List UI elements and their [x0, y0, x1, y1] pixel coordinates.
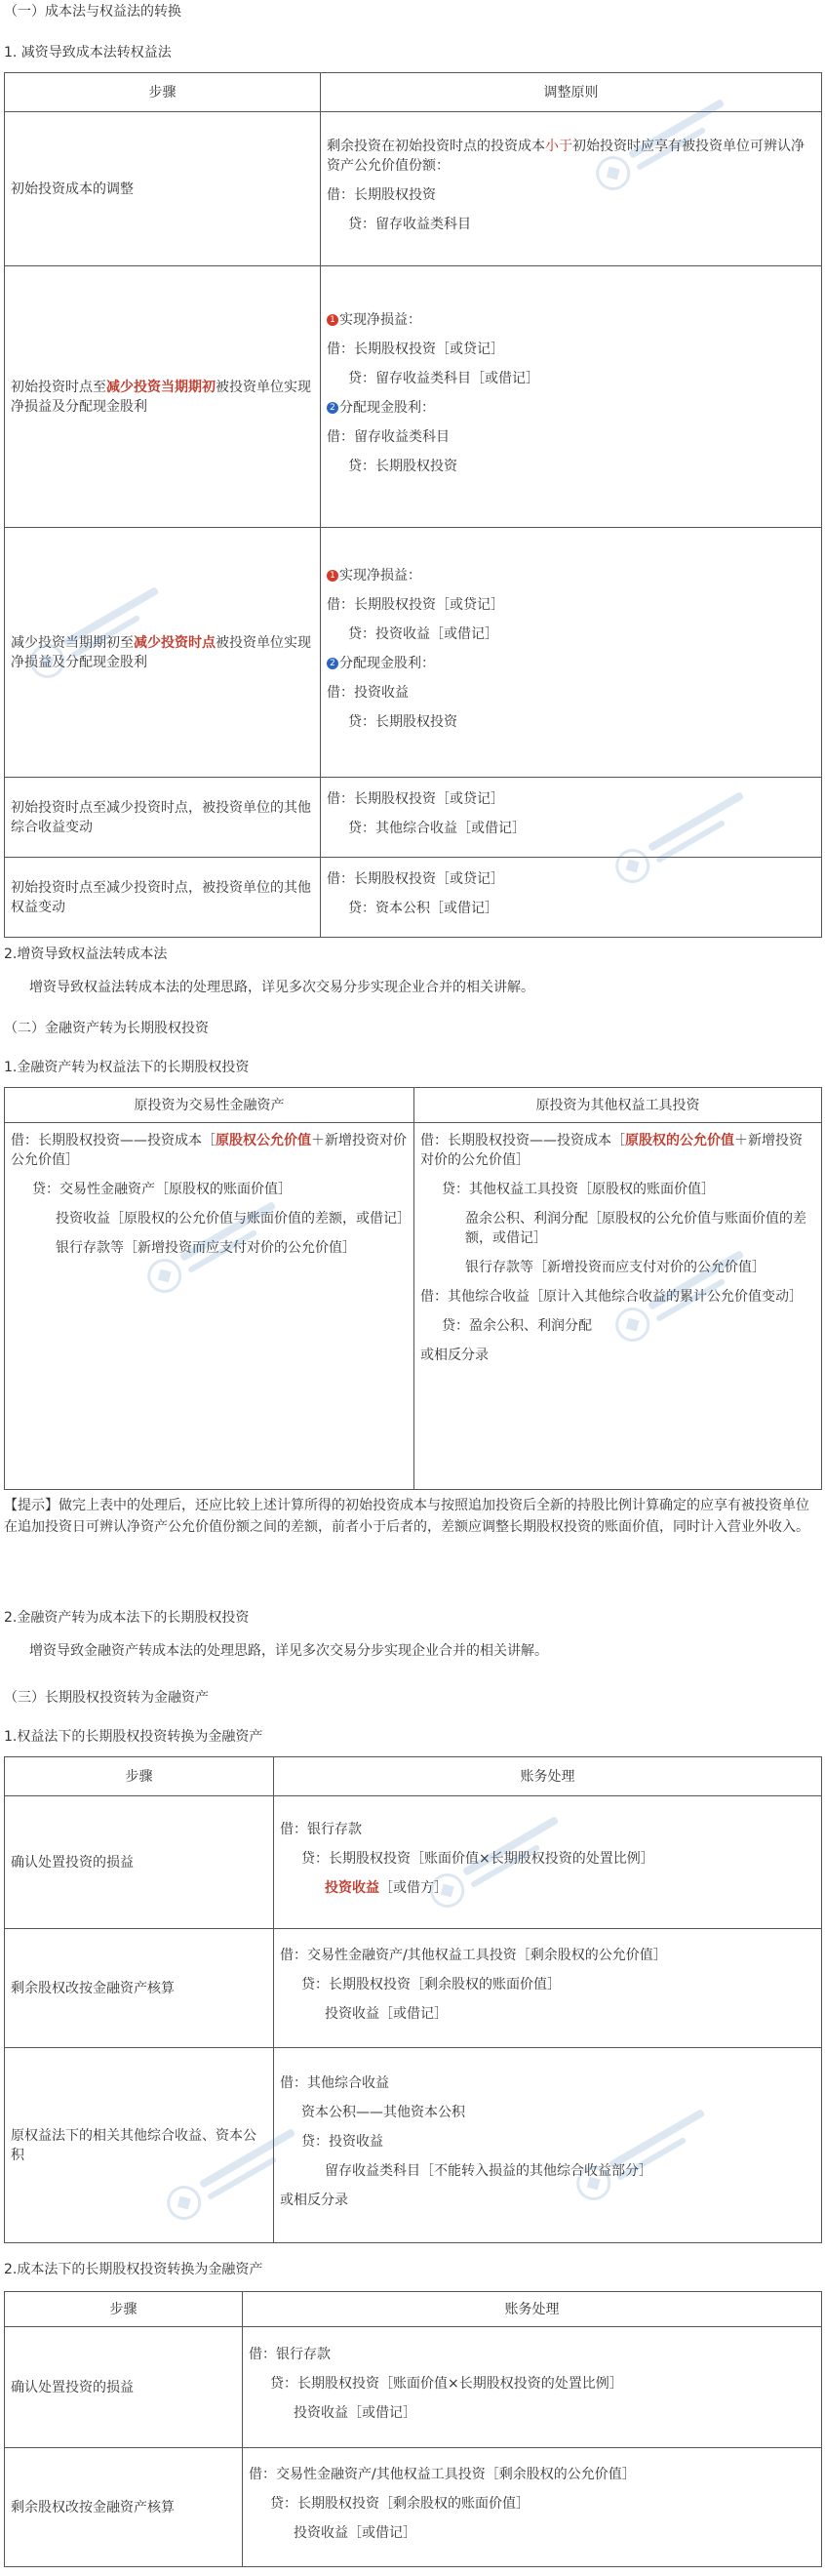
entry-line: 借：交易性金融资产/其他权益工具投资［剩余股权的公允价值］: [280, 1947, 667, 1963]
entry-line: 贷：长期股权投资: [348, 713, 457, 730]
entry-line: 贷：长期股权投资［剩余股权的账面价值］: [301, 1976, 561, 1992]
entry-line: 投资收益［或借记］: [294, 2404, 416, 2421]
table-equity-to-financial-asset: [4, 1756, 822, 2243]
entry-line: 投资收益［或借记］: [325, 2005, 448, 2022]
table-header: 原投资为交易性金融资产: [5, 1088, 414, 1123]
entry-line: 借：交易性金融资产/其他权益工具投资［剩余股权的公允价值］: [249, 2466, 636, 2482]
step-cell: 剩余股权改按金融资产核算: [5, 1929, 274, 2048]
step-cell: 初始投资时点至减少投资时点，被投资单位的其他综合收益变动: [5, 778, 321, 858]
entry-line: 借：长期股权投资［或贷记］: [327, 341, 504, 357]
entries-cell: [321, 266, 822, 528]
entries-cell: [321, 112, 822, 266]
subsection-heading: 2.金融资产转为成本法下的长期股权投资: [4, 1610, 250, 1626]
entries-cell: [274, 2048, 822, 2243]
entry-line: 借：其他综合收益［原计入其他综合收益的累计公允价值变动］: [420, 1289, 803, 1305]
entry-line: 贷：交易性金融资产［原股权的账面价值］: [32, 1182, 292, 1197]
number-2-icon: 2: [327, 658, 338, 669]
entry-line: 银行存款等［新增投资而应支付对价的公允价值］: [465, 1260, 766, 1275]
entry-line: 投资收益［或借记］: [294, 2524, 416, 2541]
section-heading: （三）长期股权投资转为金融资产: [4, 1690, 209, 1706]
entry-line: 贷：资本公积［或借记］: [348, 900, 498, 916]
table-header: 原投资为其他权益工具投资: [414, 1088, 822, 1123]
step-cell: 原权益法下的相关其他综合收益、资本公积: [5, 2048, 274, 2243]
entry-line: 借：长期股权投资——投资成本［原股权的公允价值＋新增投资对价的公允价值］: [420, 1133, 803, 1168]
entry-line: 投资收益［原股权的公允价值与账面价值的差额，或借记］: [56, 1211, 411, 1227]
entry-line: 贷：长期股权投资［剩余股权的账面价值］: [270, 2495, 530, 2512]
entry-line: 贷：其他综合收益［或借记］: [348, 820, 526, 836]
entry-line: 借：长期股权投资——投资成本［原股权公允价值＋新增投资对价公允价值］: [11, 1133, 407, 1168]
entry-line: 借：长期股权投资: [327, 186, 436, 203]
table-row: [5, 528, 822, 778]
entry-line: 贷：投资收益: [301, 2133, 383, 2150]
entry-line: 1 实现净损益：: [327, 566, 815, 585]
table-row: [5, 778, 822, 858]
entries-cell-left: [5, 1123, 414, 1490]
step-cell: 初始投资成本的调整: [5, 112, 321, 266]
entry-line: 贷：盈余公积、利润分配: [442, 1318, 592, 1334]
entry-line: 资本公积——其他资本公积: [301, 2104, 465, 2120]
entry-line: 贷：留存收益类科目［或借记］: [348, 370, 539, 386]
number-2-icon: 2: [327, 402, 338, 414]
subsection-heading: 2.增资导致权益法转成本法: [4, 946, 168, 962]
entry-line: 盈余公积、利润分配［原股权的公允价值与账面价值的差额，或借记］: [465, 1211, 806, 1246]
entry-line: 或相反分录: [280, 2192, 348, 2208]
step-cell: 确认处置投资的损益: [5, 1796, 274, 1929]
entry-line: 1 实现净损益：: [327, 310, 815, 330]
table-header: 账务处理: [243, 2292, 822, 2327]
table-header: 步骤: [5, 73, 321, 112]
tip-paragraph: 【提示】做完上表中的处理后，还应比较上述计算所得的初始投资成本与按照追加投资后全新的持股比例计算确定的应享有被投资单位在追加投资日可辨认净资产公允价值份额之间的差额，前者小于后者的，差额应调整长期股权投资的账面价值，同时计入营业外收入。: [4, 1498, 809, 1535]
entry-line: 借：其他综合收益: [280, 2074, 389, 2091]
entries-cell: [243, 2448, 822, 2567]
entries-cell: [243, 2327, 822, 2448]
entry-line: 借：长期股权投资［或贷记］: [327, 870, 504, 887]
table-header: 账务处理: [274, 1757, 822, 1796]
table-cost-to-equity: [4, 72, 822, 938]
number-1-icon: 1: [327, 314, 338, 326]
table-row: [5, 1123, 822, 1490]
step-cell: 初始投资时点至减少投资当期期初被投资单位实现净损益及分配现金股利: [5, 266, 321, 528]
paragraph: 增资导致权益法转成本法的处理思路，详见多次交易分步实现企业合并的相关讲解。: [29, 980, 534, 995]
table-row: [5, 266, 822, 528]
table-header: 步骤: [5, 1757, 274, 1796]
table-row: [5, 2327, 822, 2448]
table-row: [5, 858, 822, 938]
step-cell: 减少投资当期期初至减少投资时点被投资单位实现净损益及分配现金股利: [5, 528, 321, 778]
table-header: 步骤: [5, 2292, 243, 2327]
entries-cell: [274, 1929, 822, 2048]
entry-line: 借：留存收益类科目: [327, 428, 450, 445]
entry-line: 借：投资收益: [327, 684, 409, 701]
entry-line: 剩余投资在初始投资时点的投资成本小于初始投资时应享有被投资单位可辨认净资产公允价值份额：: [327, 138, 805, 174]
entry-line: 贷：投资收益［或借记］: [348, 625, 498, 642]
table-row: [5, 2448, 822, 2567]
entry-line: 贷：长期股权投资: [348, 458, 457, 474]
table-row: [5, 1796, 822, 1929]
number-1-icon: 1: [327, 570, 338, 582]
table-row: [5, 1929, 822, 2048]
entries-cell: [321, 858, 822, 938]
entries-cell: [321, 528, 822, 778]
entries-cell: [321, 778, 822, 858]
subsection-heading: 1.权益法下的长期股权投资转换为金融资产: [4, 1729, 263, 1745]
section-heading: （一）成本法与权益法的转换: [4, 4, 181, 20]
step-cell: 剩余股权改按金融资产核算: [5, 2448, 243, 2567]
entries-cell-right: [414, 1123, 822, 1490]
entry-line: 借：长期股权投资［或贷记］: [327, 596, 504, 613]
entry-line: 借：长期股权投资［或贷记］: [327, 790, 504, 807]
entry-line: 借：银行存款: [280, 1821, 362, 1837]
subsection-heading: 1.金融资产转为权益法下的长期股权投资: [4, 1060, 250, 1075]
subsection-heading: 2.成本法下的长期股权投资转换为金融资产: [4, 2262, 263, 2277]
subsection-heading: 1. 减资导致成本法转权益法: [4, 45, 172, 60]
paragraph: 增资导致金融资产转成本法的处理思路，详见多次交易分步实现企业合并的相关讲解。: [29, 1643, 548, 1659]
entry-line: 贷：长期股权投资［账面价值×长期股权投资的处置比例］: [270, 2375, 623, 2392]
entry-line: 2 分配现金股利：: [327, 398, 815, 418]
entry-line: 贷：长期股权投资［账面价值×长期股权投资的处置比例］: [301, 1850, 654, 1867]
table-financial-asset-to-equity: [4, 1087, 822, 1490]
table-row: [5, 112, 822, 266]
entry-line: 银行存款等［新增投资而应支付对价的公允价值］: [56, 1240, 356, 1256]
section-heading: （二）金融资产转为长期股权投资: [4, 1021, 209, 1036]
table-row: [5, 2048, 822, 2243]
step-cell: 初始投资时点至减少投资时点，被投资单位的其他权益变动: [5, 858, 321, 938]
table-cost-to-financial-asset: [4, 2291, 822, 2567]
table-header: 调整原则: [321, 73, 822, 112]
entries-cell: [274, 1796, 822, 1929]
entry-line: 2 分配现金股利：: [327, 654, 815, 673]
step-cell: 确认处置投资的损益: [5, 2327, 243, 2448]
entry-line: 贷：其他权益工具投资［原股权的账面价值］: [442, 1182, 715, 1197]
entry-line: 留存收益类科目［不能转入损益的其他综合收益部分］: [325, 2162, 652, 2179]
entry-line: 贷：留存收益类科目: [348, 216, 471, 232]
entry-line: 借：银行存款: [249, 2346, 331, 2362]
entry-line: 或相反分录: [420, 1348, 489, 1363]
entry-line: 投资收益［或借方］: [325, 1879, 448, 1896]
